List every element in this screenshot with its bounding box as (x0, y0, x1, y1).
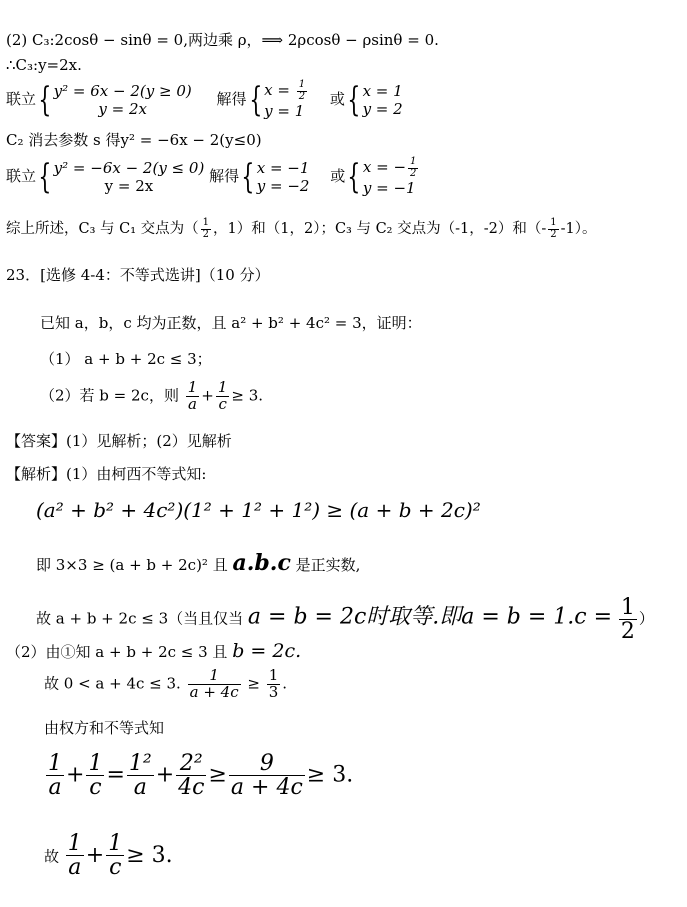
system2-sol1-x: x = −1 (256, 159, 310, 177)
system2-or: 或 (330, 167, 346, 185)
system2-eq2: y = 2x (104, 177, 154, 195)
answer-line: 【答案】(1）见解析；(2）见解析 (6, 432, 232, 450)
system1: 联立{ y² = 6x − 2(y ≥ 0) y = 2x 解得{ x = $\frac{1}{2}$ y = 1 或{ x = 1 y = 2 (6, 79, 403, 120)
part2-line1: (2) C₃:2cosθ − sinθ = 0,两边乘 ρ，⟹ 2ρcosθ − ρsinθ = 0. (6, 31, 439, 49)
c2-eliminate-line: C₂ 消去参数 s 得y² = −6x − 2(y≤0) (6, 131, 262, 149)
system1-sol2-x: x = 1 (362, 82, 403, 100)
system2-sol2-y: y = −1 (362, 179, 416, 197)
system2-eq1: y² = −6x − 2(y ≤ 0) (53, 159, 205, 177)
analysis-conclusion: 故 $\frac{1}{a}$ + $\frac{1}{c}$ ≥ 3. (44, 831, 173, 881)
analysis-part2-line3: 由权方和不等式知 (44, 719, 165, 737)
system1-solve: 解得 (216, 90, 247, 108)
system1-or: 或 (329, 90, 345, 108)
analysis-line3: 故 a + b + 2c ≤ 3（当且仅当 a = b = 2c时取等.即a = b = 1.c = $\frac{1}{2}$ ） (36, 595, 654, 645)
summary-line: 综上所述，C₃ 与 C₁ 交点为（ $\frac{1}{2}$ ，1）和（1，2）；C₃ 与 C₂ 交点为（-1，-2）和（- $\frac{1}{2}$ -1）。 (6, 217, 597, 240)
part2-line2: ∴C₃:y=2x. (6, 56, 82, 74)
cauchy-inequality: (a² + b² + 4c²)(1² + 1² + 1²) ≥ (a + b + 2c)² (36, 498, 481, 522)
weighted-power-inequality: $\frac{1}{a}$ + $\frac{1}{c}$ = $\frac{\text{1²}}{a}$ + $\frac{\text{2²}}{4c}$ ≥ $\frac{9}{a + 4c}$ ≥ 3. (48, 751, 354, 801)
q23-title: 23．[选修 4-4：不等式选讲]（10 分） (6, 266, 270, 284)
system2-label: 联立 (6, 167, 37, 185)
system2: 联立{ y² = −6x − 2(y ≤ 0) y = 2x 解得{ x = −1 y = −2 或{ x = − $\frac{1}{2}$ y = −1 (6, 157, 420, 201)
analysis-part2-line2: 故 0 < a + 4c ≤ 3. $\frac{1}{a + 4c}$ ≥ $\frac{1}{3}$ . (44, 666, 288, 701)
system1-label: 联立 (6, 90, 37, 108)
system1-eq1: y² = 6x − 2(y ≥ 0) (53, 82, 192, 100)
analysis-head: 【解析】(1）由柯西不等式知: (6, 465, 207, 483)
q23-part1: （1） a + b + 2c ≤ 3； (40, 350, 212, 368)
system1-sol2-y: y = 2 (362, 100, 403, 118)
analysis-line2: 即 3×3 ≥ (a + b + 2c)² 且 a.b.c 是正实数, (36, 550, 361, 576)
q23-part2: （2）若 b = 2c，则 $\frac{1}{a}$ + $\frac{1}{c}$ ≥ 3. (40, 378, 264, 413)
system1-sol1-y: y = 1 (264, 102, 305, 120)
q23-stem: 已知 a，b，c 均为正数，且 a² + b² + 4c² = 3，证明： (40, 314, 422, 332)
system2-solve: 解得 (209, 167, 240, 185)
system2-sol1-y: y = −2 (256, 177, 310, 195)
analysis-part2-head: （2）由①知 a + b + 2c ≤ 3 且 b = 2c. (6, 640, 302, 662)
system1-eq2: y = 2x (98, 100, 147, 118)
